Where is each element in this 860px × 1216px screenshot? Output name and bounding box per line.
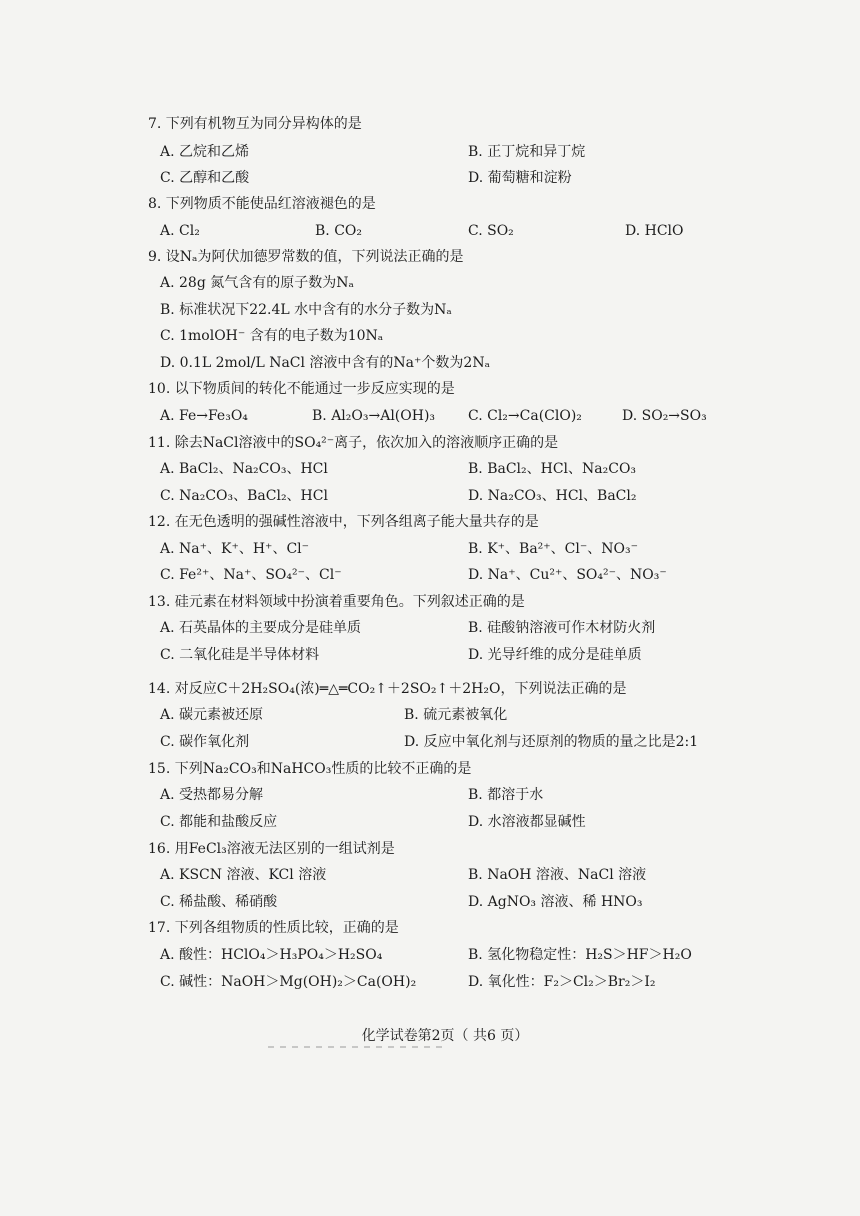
question-7-option-d: D. 葡萄糖和淀粉 xyxy=(468,170,572,186)
question-15-option-c: C. 都能和盐酸反应 xyxy=(160,814,278,830)
question-13-option-a: A. 石英晶体的主要成分是硅单质 xyxy=(160,620,362,636)
question-10-option-d: D. SO₂→SO₃ xyxy=(622,408,707,424)
question-15-option-d: D. 水溶液都显碱性 xyxy=(468,814,586,830)
question-16-stem: 16. 用FeCl₃溶液无法区别的一组试剂是 xyxy=(148,841,395,857)
question-15-options-row1 xyxy=(0,783,860,807)
question-8-option-a: A. Cl₂ xyxy=(160,223,200,239)
question-11-stem: 11. 除去NaCl溶液中的SO₄²⁻离子，依次加入的溶液顺序正确的是 xyxy=(148,435,559,451)
question-9-option-a-line xyxy=(0,271,860,295)
question-11-options-row2 xyxy=(0,484,860,508)
question-12-option-d: D. Na⁺、Cu²⁺、SO₄²⁻、NO₃⁻ xyxy=(468,567,667,583)
question-13-stem: 13. 硅元素在材料领域中扮演着重要角色。下列叙述正确的是 xyxy=(148,594,525,610)
question-11-option-d: D. Na₂CO₃、HCl、BaCl₂ xyxy=(468,488,637,504)
page-footer: 化学试卷第2页（ 共6 页） xyxy=(361,1028,529,1044)
question-7-option-c: C. 乙醇和乙酸 xyxy=(160,170,250,186)
question-12-options-row2 xyxy=(0,563,860,587)
question-13-options-row1 xyxy=(0,616,860,640)
question-11-option-b: B. BaCl₂、HCl、Na₂CO₃ xyxy=(468,461,637,477)
question-8-options xyxy=(0,219,860,243)
question-14-option-b: B. 硫元素被氧化 xyxy=(404,707,508,723)
question-12-option-c: C. Fe²⁺、Na⁺、SO₄²⁻、Cl⁻ xyxy=(160,567,342,583)
question-12-options-row1 xyxy=(0,537,860,561)
question-16-options-row1 xyxy=(0,863,860,887)
question-16-option-c: C. 稀盐酸、稀硝酸 xyxy=(160,894,278,910)
question-13-option-d: D. 光导纤维的成分是硅单质 xyxy=(468,647,642,663)
question-11-option-a: A. BaCl₂、Na₂CO₃、HCl xyxy=(160,461,328,477)
question-7-option-b: B. 正丁烷和异丁烷 xyxy=(468,144,586,160)
question-14-option-d: D. 反应中氧化剂与还原剂的物质的量之比是2:1 xyxy=(404,734,699,750)
question-17-options-row1 xyxy=(0,943,860,967)
question-17-option-a: A. 酸性：HClO₄＞H₃PO₄＞H₂SO₄ xyxy=(160,947,383,963)
question-14-options-row2 xyxy=(0,730,860,754)
question-16-option-a: A. KSCN 溶液、KCl 溶液 xyxy=(160,867,327,883)
question-12-option-a: A. Na⁺、K⁺、H⁺、Cl⁻ xyxy=(160,541,310,557)
question-11-option-c: C. Na₂CO₃、BaCl₂、HCl xyxy=(160,488,328,504)
question-14-options-row1 xyxy=(0,703,860,727)
question-9-option-c: C. 1molOH⁻ 含有的电子数为10Nₐ xyxy=(160,328,384,344)
question-9-option-b: B. 标准状况下22.4L 水中含有的水分子数为Nₐ xyxy=(160,302,452,318)
question-10-stem: 10. 以下物质间的转化不能通过一步反应实现的是 xyxy=(148,381,455,397)
question-8-stem: 8. 下列物质不能使品红溶液褪色的是 xyxy=(148,196,376,212)
question-9-option-b-line xyxy=(0,298,860,322)
question-10-option-b: B. Al₂O₃→Al(OH)₃ xyxy=(312,408,436,424)
scan-smudge xyxy=(268,1046,448,1048)
question-9-option-a: A. 28g 氮气含有的原子数为Nₐ xyxy=(160,275,354,291)
question-10-option-a: A. Fe→Fe₃O₄ xyxy=(160,408,248,424)
question-8-option-d: D. HClO xyxy=(625,223,684,239)
question-12-option-b: B. K⁺、Ba²⁺、Cl⁻、NO₃⁻ xyxy=(468,541,638,557)
question-9-option-c-line xyxy=(0,324,860,348)
question-15-stem: 15. 下列Na₂CO₃和NaHCO₃性质的比较不正确的是 xyxy=(148,761,472,777)
question-14-option-c: C. 碳作氧化剂 xyxy=(160,734,250,750)
question-8-option-b: B. CO₂ xyxy=(315,223,362,239)
question-17-options-row2 xyxy=(0,970,860,994)
question-12-stem: 12. 在无色透明的强碱性溶液中，下列各组离子能大量共存的是 xyxy=(148,514,539,530)
question-17-option-b: B. 氢化物稳定性：H₂S＞HF＞H₂O xyxy=(468,947,692,963)
question-13-option-c: C. 二氧化硅是半导体材料 xyxy=(160,647,320,663)
question-9-option-d: D. 0.1L 2mol/L NaCl 溶液中含有的Na⁺个数为2Nₐ xyxy=(160,355,490,371)
question-17-stem: 17. 下列各组物质的性质比较，正确的是 xyxy=(148,920,399,936)
question-10-options xyxy=(0,404,860,428)
question-7-options-row2 xyxy=(0,166,860,190)
question-11-options-row1 xyxy=(0,457,860,481)
question-7-options-row1 xyxy=(0,140,860,164)
question-7-stem: 7. 下列有机物互为同分异构体的是 xyxy=(148,116,362,132)
question-7-option-a: A. 乙烷和乙烯 xyxy=(160,144,250,160)
question-14-option-a: A. 碳元素被还原 xyxy=(160,707,264,723)
question-16-option-d: D. AgNO₃ 溶液、稀 HNO₃ xyxy=(468,894,643,910)
question-16-option-b: B. NaOH 溶液、NaCl 溶液 xyxy=(468,867,647,883)
question-15-option-b: B. 都溶于水 xyxy=(468,787,544,803)
question-14-stem: 14. 对反应C＋2H₂SO₄(浓)═△═CO₂↑＋2SO₂↑＋2H₂O，下列说法正确的是 xyxy=(148,681,627,697)
question-13-options-row2 xyxy=(0,643,860,667)
question-17-option-d: D. 氧化性：F₂＞Cl₂＞Br₂＞I₂ xyxy=(468,974,656,990)
question-9-option-d-line xyxy=(0,351,860,375)
question-17-option-c: C. 碱性：NaOH＞Mg(OH)₂＞Ca(OH)₂ xyxy=(160,974,417,990)
question-13-option-b: B. 硅酸钠溶液可作木材防火剂 xyxy=(468,620,656,636)
question-10-option-c: C. Cl₂→Ca(ClO)₂ xyxy=(468,408,582,424)
question-8-option-c: C. SO₂ xyxy=(468,223,514,239)
question-9-stem: 9. 设Nₐ为阿伏加德罗常数的值，下列说法正确的是 xyxy=(148,249,464,265)
question-15-option-a: A. 受热都易分解 xyxy=(160,787,264,803)
question-16-options-row2 xyxy=(0,890,860,914)
question-15-options-row2 xyxy=(0,810,860,834)
